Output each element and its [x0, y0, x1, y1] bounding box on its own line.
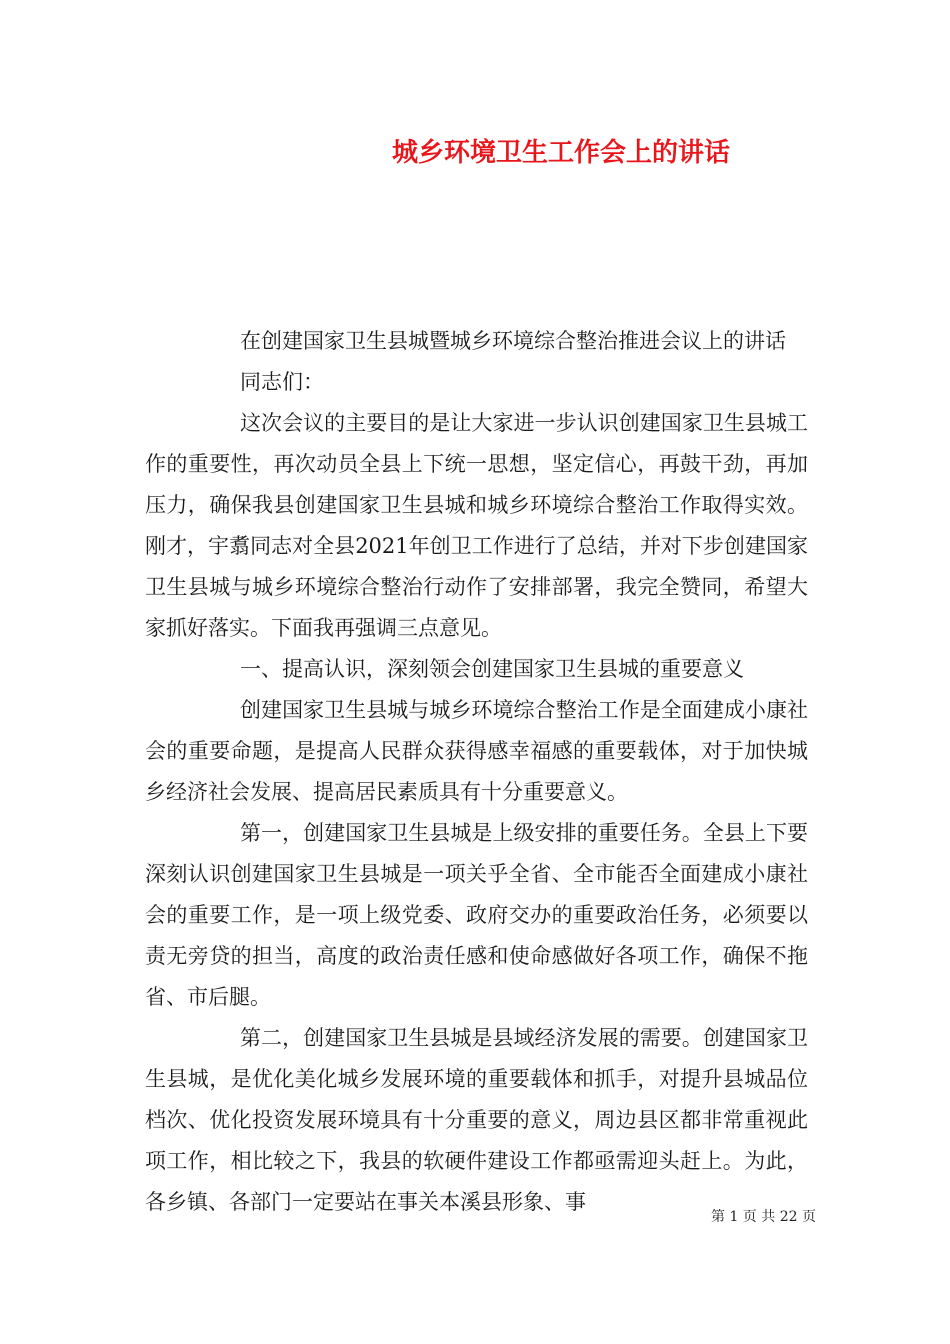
paragraph: 第二，创建国家卫生县城是县域经济发展的需要。创建国家卫生县城，是优化美化城乡发展环境的重要载体和抓手，对提升县城品位档次、优化投资发展环境具有十分重要的意义，周边县区都非常重视此项工作，相比较之下，我县的软硬件建设工作都亟需迎头赶上。为此，各乡镇、各部门一定要站在事关本溪县形象、事 [145, 1026, 808, 1214]
paragraph: 这次会议的主要目的是让大家进一步认识创建国家卫生县城工作的重要性，再次动员全县上下统一思想，坚定信心，再鼓干劲，再加压力，确保我县创建国家卫生县城和城乡环境综合整治工作取得实效。刚才，宇翥同志对全县2021年创卫工作进行了总结，并对下步创建国家卫生县城与城乡环境综合整治行动作了安排部署，我完全赞同，希望大家抓好落实。下面我再强调三点意见。 [145, 411, 808, 640]
section-heading: 一、提高认识，深刻领会创建国家卫生县城的重要意义 [240, 657, 744, 681]
document-body [145, 321, 808, 1223]
paragraph: 第一，创建国家卫生县城是上级安排的重要任务。全县上下要深刻认识创建国家卫生县城是一项关乎全省、全市能否全面建成小康社会的重要工作，是一项上级党委、政府交办的重要政治任务，必须要以责无旁贷的担当，高度的政治责任感和使命感做好各项工作，确保不拖省、市后腿。 [145, 821, 808, 1009]
paragraph-salutation: 同志们： [240, 370, 324, 394]
page-number-footer: 第 1 页 共 22 页 [711, 1209, 816, 1225]
paragraph-subtitle: 在创建国家卫生县城暨城乡环境综合整治推进会议上的讲话 [240, 329, 786, 353]
paragraph: 创建国家卫生县城与城乡环境综合整治工作是全面建成小康社会的重要命题，是提高人民群众获得感幸福感的重要载体，对于加快城乡经济社会发展、提高居民素质具有十分重要意义。 [145, 698, 808, 804]
document-title: 城乡环境卫生工作会上的讲话 [392, 138, 731, 168]
